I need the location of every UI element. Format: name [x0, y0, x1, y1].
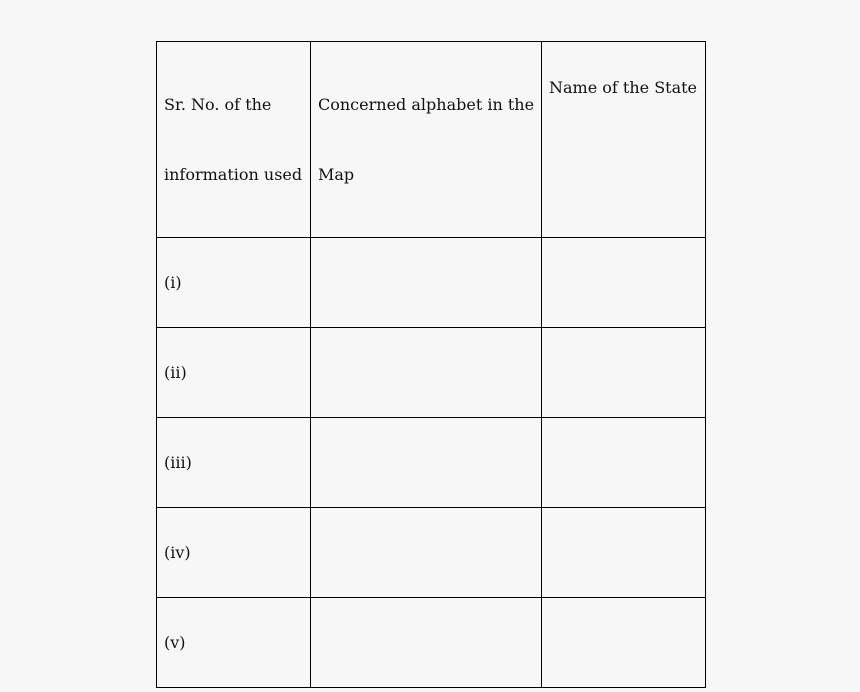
answer-table [156, 41, 706, 688]
table-row [157, 508, 706, 598]
cell-state[interactable] [542, 238, 706, 328]
header-alphabet-line-2: Map [318, 164, 355, 184]
cell-sr-no: (ii) [157, 328, 311, 418]
cell-state[interactable] [542, 328, 706, 418]
cell-alphabet[interactable] [311, 418, 542, 508]
cell-alphabet[interactable] [311, 328, 542, 418]
cell-alphabet[interactable] [311, 508, 542, 598]
answer-table-container [156, 41, 706, 688]
cell-state[interactable] [542, 598, 706, 688]
cell-alphabet[interactable] [311, 238, 542, 328]
cell-alphabet[interactable] [311, 598, 542, 688]
header-sr-no [157, 42, 311, 238]
cell-state[interactable] [542, 418, 706, 508]
header-alphabet [311, 42, 542, 238]
table-row [157, 598, 706, 688]
header-sr-no-line-2: information used [164, 164, 303, 184]
cell-sr-no: (iii) [157, 418, 311, 508]
header-sr-no-line-1: Sr. No. of the [164, 94, 272, 114]
table-row [157, 238, 706, 328]
table-header-row [157, 42, 706, 238]
header-alphabet-line-1: Concerned alphabet in the [318, 94, 535, 114]
cell-sr-no: (i) [157, 238, 311, 328]
table-row [157, 418, 706, 508]
header-state [542, 42, 706, 238]
cell-sr-no: (iv) [157, 508, 311, 598]
table-row [157, 328, 706, 418]
header-state-line-1: Name of the State [549, 78, 698, 97]
cell-state[interactable] [542, 508, 706, 598]
cell-sr-no: (v) [157, 598, 311, 688]
